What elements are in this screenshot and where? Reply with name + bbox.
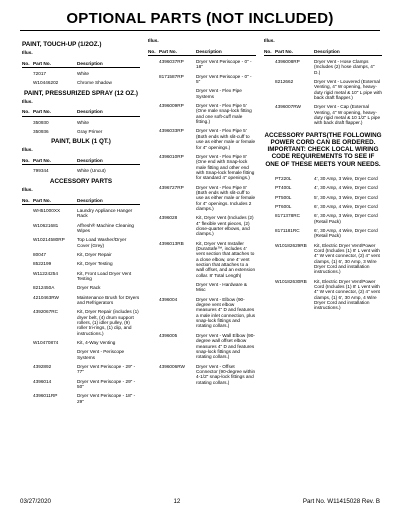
illus-no-cell [148,282,159,293]
part-number-cell: W10621681 [33,222,59,228]
part-number-cell: 8212450A [33,285,55,291]
description-cell: Dryer Vent Periscope - 18" - 29" [77,393,136,404]
table-row [22,71,140,76]
table-row [148,333,256,360]
table-row [264,243,382,275]
table-row [148,297,256,329]
description-cell: 6', 30 Amp, 4 Wire, Dryer Cord (Retail Pack) [314,227,378,239]
table-row [264,79,382,100]
footer-part-number: Part No. W11415028 Rev. B [302,498,380,505]
illus-no-cell [264,204,275,209]
illus-no-cell [148,103,159,124]
description-cell: Dryer Vent Periscope - 0" - 5" [196,73,252,85]
illus-no-cell [148,297,159,329]
part-number-cell: W10470874 [33,340,59,346]
illus-no-cell [148,128,159,149]
illus-no-cell [22,129,33,134]
description-cell: Dryer Vent - Flex Pipe 5' (One male snap-lock fitting and one soft-cuff male fitting.) [196,103,252,125]
illus-no-cell [148,88,159,99]
page-title: OPTIONAL PARTS (NOT INCLUDED) [66,10,334,27]
part-number-cell: 8212662 [275,79,294,85]
vent-list [148,59,256,385]
table-row [148,282,256,293]
table-row [22,349,140,360]
description-cell: Kit, Dryer Repair (includes (1) dryer belt, (4) drum support rollers, (1) idler pulley, (9) roller tri-rings, (1) clip, and instructions.) [77,309,139,336]
description-cell: Kit, Front Load Dryer Vent Testing [77,270,132,281]
part-number-cell: W10214580RP [33,237,65,243]
illus-no-cell [264,176,275,181]
table-row [22,252,140,257]
description-cell: Dryer Vent Periscope - 29" - 77" [77,364,136,375]
table-row [22,393,140,404]
description-cell: Dryer Vent - Flex Pipe 8' (One end with Snap-lock male fitting and other end with Snap-lock female fitting for standard 4" openings.) [196,153,255,181]
part-number-cell: 4396007RW [275,104,301,110]
illus-no-cell [22,340,33,345]
description-cell: Maintenance Brush for Dryers and Refrigerators [77,294,140,305]
table-row [148,185,256,212]
part-number-cell: W10182629RB [275,242,307,248]
table-row [264,59,382,75]
description-cell: 6', 30 Amp, 3 Wire, Dryer Cord (Retail Pack) [314,213,378,224]
illus-no-cell [264,104,275,125]
part-number-cell: PT500L [275,194,292,200]
illus-no-cell [148,241,159,278]
illus-no-cell [22,364,33,375]
part-number-cell: 4396033RP [159,128,184,134]
illus-no-cell [148,59,159,70]
title-rule [20,30,380,31]
table-row [22,80,140,85]
description-cell: Chrome Shadow [77,80,112,86]
table-row [22,129,140,134]
illus-no-cell [22,252,33,257]
table-row [148,364,256,385]
part-number-cell: 4396006RW [159,363,185,369]
section-heading: PAINT, BULK (1 QT.) [51,138,111,146]
illus-no-cell [22,80,33,85]
table-row [22,261,140,266]
footer-page-number: 12 [173,498,181,505]
illus-no-cell [22,168,33,173]
part-number-cell: 4396014 [33,378,52,384]
illus-no-cell [22,379,33,390]
illus-no-cell [264,195,275,200]
part-number-cell: 4392067RC [33,309,59,315]
table-row [264,185,382,190]
description-cell: Kit, Electric Dryer Vent/Power Cord (Includes (1) 8' L vent with 4" W vent connector, (2) 4" vent clamps, (1) 6', 30 Amp, 4 Wire Dryer Cord and installation instructions.) [314,278,380,311]
part-number-cell: 350930 [33,119,49,125]
part-number-cell: 8171181RC [275,227,300,233]
illus-no-cell [264,79,275,100]
part-number-cell: 72017 [33,71,47,77]
table-row [264,195,382,200]
description-cell: Dryer Vent Periscope - 0" - 18" [196,59,252,70]
description-cell: Kit, Electric Dryer Vent/Power Cord (Includes (1) 8' L vent with 4" W vent connector, (2) 4" vent clamps, (1) 6', 30 Amp, 3 Wire Dryer Cord and installation instructions.) [314,242,380,275]
part-number-cell: 8522199 [33,261,52,267]
description-cell: Dryer Vent - Flex Pipe 5' (Both ends with slit-cuff to use as either male or female for 4" openings.) [196,128,256,150]
description-cell: White (Uncut) [77,168,106,174]
description-cell: Gray Primer [77,129,103,135]
description-cell: 4', 30 Amp, 4 Wire, Dryer Cord [314,185,378,191]
table-row [148,103,256,124]
table-row [22,379,140,390]
table-row [22,120,140,125]
illus-no-cell [22,309,33,336]
part-number-cell: 4396008RP [275,59,300,65]
table-row [22,168,140,173]
illus-no-cell [148,74,159,85]
vent-misc-list [264,59,382,126]
illus-no-cell [264,228,275,239]
part-number-cell: PT400L [275,185,292,191]
illus-no-cell [264,59,275,75]
table-row [264,204,382,209]
part-number-cell: 80047 [33,251,47,257]
part-number-cell: 8171378RC [275,213,301,219]
column-2 [148,38,256,389]
description-cell: Dryer Vent Periscope - 29" - 50" [77,378,136,390]
accessory-list [22,208,140,404]
illus-no-cell [148,154,159,181]
part-number-cell [159,282,196,293]
power-cord-notice: ACCESSORY PARTS(THE FOLLOWING POWER CORD CAN BE ORDERED. IMPORTANT: CHECK LOCAL WIRING CODE REQUIREMENTS TO SEE IF ONE OF THESE MEETS YOUR NEEDS. [264,131,382,168]
table-header: Illus. No. Part No. Description [148,38,256,56]
description-cell: Kit, Dryer Vent Installer (DuraSafe™, includes 4' vent section that attaches to a close elbow, one 4' vent section that attaches to a wall offset, and an extension collar. 8' Total Length) [196,240,256,278]
part-number-cell [33,349,77,360]
illus-no-cell [22,71,33,76]
part-number-cell: W10446202 [33,80,59,86]
part-number-cell: 8171587RP [159,73,184,79]
description-cell: Dryer Vent - Offset Connector (90-degree within 4-1/2" snap-lock fittings and rotating collars.) [196,363,256,385]
part-number-cell: PT600L [275,203,292,209]
column-3 [264,38,382,315]
bulk-list [22,168,140,173]
description-cell: 6', 30 Amp, 4 Wire, Dryer Cord [314,203,378,209]
table-header: Illus. No. Part No. Description [22,147,140,165]
description-cell: Dryer Rack [77,285,101,291]
part-number-cell: W10182630RB [275,278,307,284]
illus-no-cell [22,295,33,306]
illus-no-cell [22,261,33,266]
illus-no-cell [22,223,33,234]
description-cell: Dryer Vent - Flex Pipe 8' (Both ends with slit-cuff to use as either male or female for 4" openings. Includes 2 clamps.) [196,184,256,211]
description-cell: 5', 30 Amp, 3 Wire, Dryer Cord [314,194,378,200]
table-row [264,213,382,224]
table-row [22,309,140,336]
table-row [264,176,382,181]
part-number-cell: 4396010RP [159,153,184,159]
part-number-cell: WH51000XX [33,207,61,213]
table-row [22,285,140,290]
table-row [264,104,382,125]
page-footer [20,498,380,505]
table-row [22,364,140,375]
description-cell: Laundry Appliance Hanger Rack [77,207,133,219]
table-header: Illus. No. Part No. Description [264,38,382,56]
part-number-cell: 799344 [33,168,49,174]
illus-no-cell [22,271,33,282]
table-row [264,228,382,239]
description-cell: Kit, 4-Way Venting [77,340,116,346]
illus-no-cell [22,120,33,125]
illus-no-cell [148,333,159,360]
illus-no-cell [22,349,33,360]
description-cell: Dryer Vent - Hardware & Misc [196,282,248,293]
description-cell: Dryer Vent - Louvered (External Venting, 4" W opening, heavy-duty rigid metal & 10" L pipe with back draft flapper.) [314,79,382,101]
illus-no-cell [148,364,159,385]
illus-no-cell [22,237,33,248]
part-number-cell: 350936 [33,129,49,135]
description-cell: Kit, Dryer Testing [77,261,113,267]
part-number-cell: 4396004 [159,296,178,302]
description-cell: Dryer Vent - Cap (External Venting, 4" W opening, heavy-duty rigid metal & 10 1/2" L pipe with back draft flapper.) [314,104,381,126]
part-number-cell: W11224254 [33,270,58,276]
description-cell: White [77,119,89,125]
illus-no-cell [22,208,33,219]
description-cell: Dryer Vent - Elbow (90-degree vent elbow measures 4" D and features a male inlet connection, plus snap-lock fittings and rotating collars.) [196,296,256,329]
power-cord-list [264,176,382,311]
table-row [148,59,256,70]
illus-no-cell [22,393,33,404]
description-cell: Dryer Vent - Hose Clamps (Includes (2) hose clamps, 4" D.) [314,59,375,75]
description-cell: White [77,71,89,77]
table-row [264,279,382,311]
part-number-cell: 4396005 [159,332,178,338]
table-row [148,215,256,236]
illus-no-cell [264,279,275,311]
description-cell: Dryer Vent - Wall Elbow (90-degree wall offset elbow measures 4" D and features snap-lock fittings and rotating collars.) [196,332,255,360]
illus-no-cell [264,243,275,275]
footer-date: 03/27/2020 [20,498,51,505]
description-cell: 4', 30 Amp, 3 Wire, Dryer Cord [314,175,378,181]
description-cell: Dryer Vent - Periscope Systems [77,349,125,360]
part-number-cell: 4392892 [33,364,52,370]
table-row [22,340,140,345]
description-cell: Kit, Dryer Repair [77,251,112,257]
part-number-cell: 4396013RB [159,240,184,246]
pressurized-list [22,120,140,135]
part-number-cell: PT220L [275,175,292,181]
illus-no-cell [264,185,275,190]
table-row [22,271,140,282]
description-cell: Dryer Vent - Flex Pipe Systems [196,88,242,99]
section-heading: PAINT, PRESSURIZED SPRAY (12 OZ.) [24,89,138,97]
table-header: Illus. No. Part No. Description [22,99,140,117]
description-cell: Kit, Dryer Vent (Includes (2) 4" flexible vent pieces, (2) close-quarter elbows, and clamps.) [196,215,254,237]
table-row [148,154,256,181]
table-row [148,128,256,149]
part-number-cell: 4396028 [159,215,178,221]
part-number-cell: 4396727RP [159,184,184,190]
table-row [22,223,140,234]
column-1 [22,38,140,408]
table-header: Illus. No. Part No. Description [22,50,140,68]
table-header: Illus. No. Part No. Description [22,187,140,205]
section-heading: PAINT, TOUCH-UP (1/2OZ.) [22,41,102,48]
part-number-cell: 4396009RP [159,103,184,109]
illus-no-cell [148,215,159,236]
description-cell: Top Load Washer/Dryer Cover (Grey) [77,237,127,248]
touchup-list [22,71,140,86]
illus-no-cell [22,285,33,290]
table-row [22,208,140,219]
table-row [22,237,140,248]
illus-no-cell [264,213,275,224]
illus-no-cell [148,185,159,212]
part-number-cell: 4210463RW [33,294,59,300]
table-row [148,88,256,99]
section-heading: ACCESSORY PARTS [49,177,113,185]
part-number-cell: 4396011RP [33,393,58,399]
table-row [148,74,256,85]
description-cell: Affresh® Machine Cleaning Wipes [77,222,135,233]
part-number-cell: 4396037RP [159,59,184,65]
table-row [22,295,140,306]
table-row [148,241,256,278]
part-number-cell [159,88,196,99]
